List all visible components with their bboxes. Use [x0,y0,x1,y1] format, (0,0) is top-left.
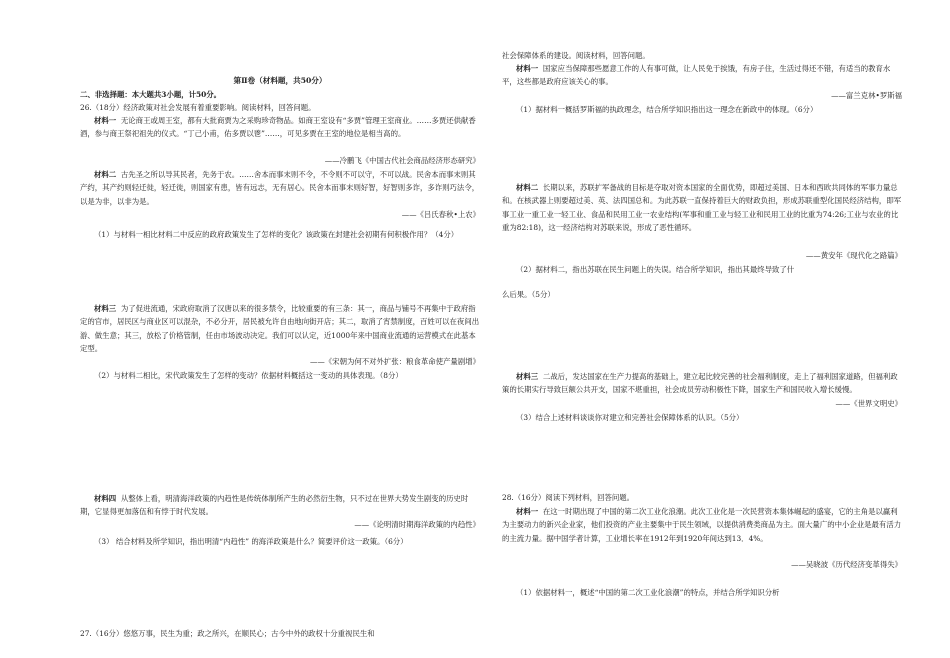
material-label: 材料三 [94,304,117,313]
q27-intro: 27.（16分）悠悠万事，民生为重；政之所兴，在顺民心；古今中外的政权十分重视民生和 [80,629,375,638]
material-text: 二战后，发达国家在生产力提高的基础上，建立起比较完善的社会福利制度，走上了福利国家道路，但福利政策的长期实行导致巨额公共开支，国家不堪重担，社会成员劳动积极性下降，国家生产和国民收入增长缓慢。 [502,372,898,395]
q27-intro-continued: 社会保障体系的建设。阅读材料，回答问题。 [502,51,650,60]
q28-intro: 28.（16分）阅读下列材料，回答问题。 [502,493,635,502]
q26-material-4 [80,492,480,519]
material-label: 材料二 [94,170,117,179]
q27-material-3 [502,370,902,397]
material-label: 材料四 [94,494,117,503]
q27-material-1 [502,62,902,89]
material-text: 为了促进流通，宋政府取消了汉唐以来的很多禁令，比较重要的有三条：其一，商品与铺号不再集中于政府指定的官市，居民区与商业区可以混杂，不必分开，居民被允许自由地向街开店；其二，取消了宵禁制度，百姓可以在夜间出游、做生意；其三，放松了价格管制，任由市场波动决定。我们可以认定，近1000年来中国商业流通的运营模式在此基本定型。 [80,304,480,354]
q27-material-1-source: ——富兰克林•罗斯福 [831,91,902,100]
section-header: 二、非选择题：本大题共3小题，计50分。 [80,90,222,99]
material-label: 材料一 [94,116,117,125]
material-text: 无论商王或周王室，都有大批商贾为之采购珍奇物品。如商王室设有“多贾”管理王室商业。……多贾还供献香酒，参与商王祭祀祖先的仪式。“丁己小甫，佑多贾以鬯”……，可见多贾在王室的地位是相当高的。 [80,116,476,139]
q28-material-1 [502,505,902,545]
q27-material-2 [502,181,902,235]
material-label: 材料三 [516,372,539,381]
right-column [502,0,902,658]
q26-material-1-source: ——冷鹏飞《中国古代社会商品经济形态研究》 [324,156,480,165]
material-label: 材料一 [516,507,539,516]
q26-question-1: （1）与材料一相比材料二中反应的政府政策发生了怎样的变化？该政策在封建社会初期有何积极作用？（4分） [94,230,459,239]
q27-question-1: （1）据材料一概括罗斯福的执政理念，结合所学知识指出这一理念在新政中的体现。（6分） [516,105,818,114]
material-label: 材料二 [516,183,539,192]
material-text: 从整体上看，明清海洋政策的内趋性是传统体制所产生的必然衍生物，只不过在世界大势发生剧变的历史时期，它显得更加落伍和有悖于时代发展。 [80,494,469,517]
q28-question-1: （1）依据材料一，概述“中国的第二次工业化浪潮”的特点，并结合所学知识分析 [516,588,780,597]
material-text: 国家应当保障那些愿意工作的人有事可做，让人民免于挨饿，有房子住，生活过得还不错，有适当的教育水平，这些都是政府应该关心的事。 [502,64,891,87]
material-text: 长期以来，苏联扩军备战的目标是夺取对资本国家的全面优势，即超过美国、日本和西欧共同体的军事力量总和。在核武器上则要超过美、英、法四国总和。为此苏联一直保持着巨大的财政负担，形成苏联重型化国民经济结构，即军事工业一重工业一轻工业、食品和民用工业一农业结构(军事和重工业与轻工业和民用工业的比重为74:26;工业与农业的比重为82:18)，这一经济结构对苏联来说，形成了恶性循环。 [502,183,902,233]
material-label: 材料一 [516,64,539,73]
q26-material-3-source: ——《宋朝为何不对外扩张：粮食革命使产量剧增》 [310,357,480,366]
q26-question-2: （2）与材料二相比，宋代政策发生了怎样的变动？依据材料概括这一变动的具体表现。（8分） [94,371,403,380]
q27-question-2-continued: 么后果。（5分） [502,290,555,299]
material-text: 古先圣之所以导其民者，先务于农。……舍本而事末则不令，不令则不可以守，不可以战。民舍本而事末则其产约，其产约则轻迁徙，轻迁徙，则国家有患，皆有远志，无有居心。民舍本而事末则好智，好智则多诈，多诈则巧法令，以是为非，以非为是。 [80,170,480,206]
q26-question-3: （3） 结合材料及所学知识，指出明清“内趋性” 的海洋政策是什么？简要评价这一政策。（6分） [94,537,408,546]
q26-material-1 [80,114,480,141]
q27-material-3-source: ——《世界文明史》 [835,399,902,408]
q27-question-3: （3）结合上述材料谈谈你对建立和完善社会保障体系的认识。（5分） [516,413,744,422]
q28-material-1-source: ——吴晓波《历代经济变革得失》 [791,560,902,569]
q26-material-4-source: ——《论明清时期海洋政策的内趋性》 [354,520,480,529]
q26-intro: 26.（18分）经济政策对社会发展有着重要影响。阅读材料，回答问题。 [80,103,316,112]
part-two-title: 第Ⅱ卷（材料题，共50分） [233,76,327,85]
q26-material-2 [80,168,480,208]
q26-material-2-source: ——《吕氏春秋•上农》 [401,210,480,219]
q26-material-3 [80,302,480,356]
material-text: 在这一时期出现了中国的第二次工业化浪潮。此次工业化是一次民营资本集体崛起的盛宴，它的主角是以赢利为主要动力的新兴企业家，他们投资的产业主要集中于民生领域，以提供消费类商品为主。面大量广的中小企业是最有活力的主流力量。据中国学者计算，工业增长率在1912年到1920年间达到13．4%。 [502,507,902,543]
q27-question-2: （2）据材料二，指出苏联在民生问题上的失误。结合所学知识，指出其最终导致了什 [516,265,795,274]
left-column [80,0,480,658]
q27-material-2-source: ——黄安年《现代化之路篇》 [805,251,902,260]
